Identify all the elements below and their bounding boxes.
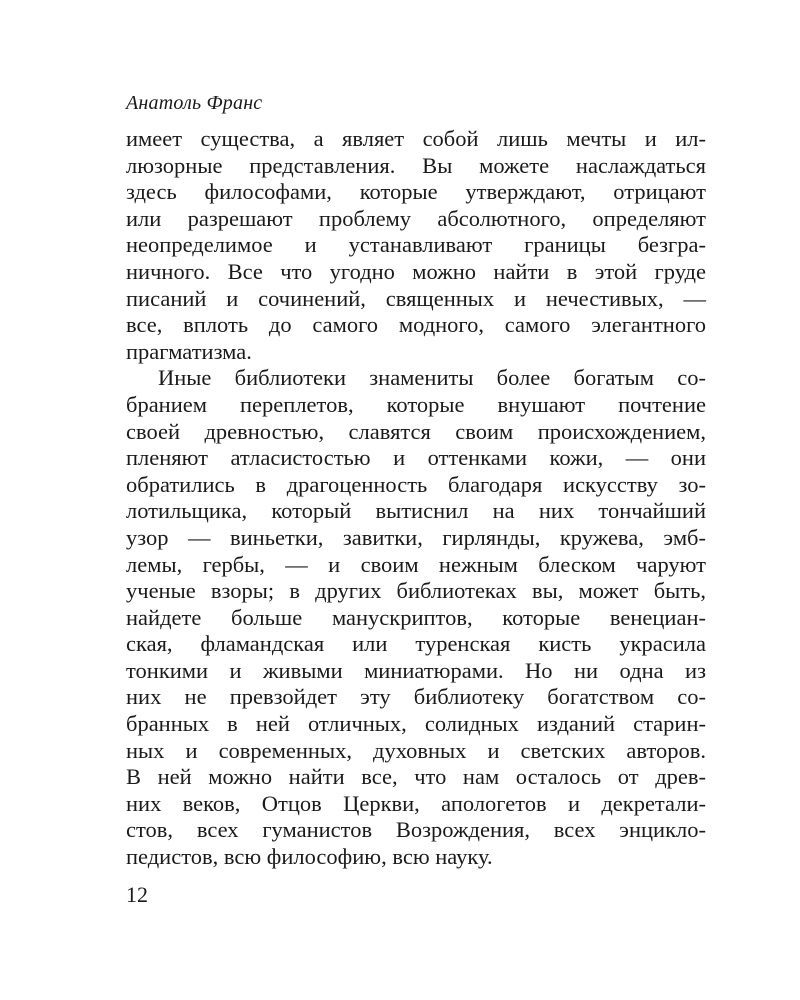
page-number: 12 [126,882,148,907]
text-line: ничного. Все что угодно можно найти в этой груде [126,258,706,284]
text-line: обратились в драгоценность благодаря искусству зо- [126,471,706,497]
text-line: них не превзойдет эту библиотеку богатством со- [126,684,706,710]
text-line: бранием переплетов, которые внушают почтение [126,391,706,417]
text-line: имеет существа, а являет собой лишь мечты и ил- [126,126,706,151]
text-line: неопределимое и устанавливают границы безгра- [126,232,706,258]
running-header-author: Анатоль Франс [126,92,263,114]
text-line: узор — виньетки, завитки, гирлянды, кружева, эмб- [126,524,706,550]
text-line: стов, всех гуманистов Возрождения, всех энцикло- [126,817,706,843]
text-line: бранных в ней отличных, солидных изданий старин- [126,711,706,737]
text-line: пленяют атласистостью и оттенками кожи, — они [126,445,706,471]
text-line: них веков, Отцов Церкви, апологетов и декретали- [126,790,706,816]
text-line: лотильщика, который вытиснил на них тончайший [126,498,706,524]
paragraph [126,365,706,870]
text-line: прагматизма. [126,338,252,364]
text-line: ская, фламандская или туренская кисть украсила [126,631,706,657]
text-line: люзорные представления. Вы можете наслаждаться [126,152,706,178]
text-line: В ней можно найти все, что нам осталось от древ- [126,764,706,790]
text-line: тонкими и живыми миниатюрами. Но ни одна из [126,657,706,683]
text-line: писаний и сочинений, священных и нечестивых, — [126,285,706,311]
text-line: Иные библиотеки знамениты более богатым со- [158,365,706,391]
text-line: или разрешают проблему абсолютного, определяют [126,205,706,231]
text-line: лемы, гербы, — и своим нежным блеском чаруют [126,551,706,577]
text-line: ных и современных, духовных и светских авторов. [126,737,706,763]
text-line: все, вплоть до самого модного, самого элегантного [126,312,706,338]
text-line: своей древностью, славятся своим происхождением, [126,418,706,444]
text-line: ученые взоры; в других библиотеках вы, может быть, [126,578,706,604]
text-line: здесь философами, которые утверждают, отрицают [126,179,706,205]
text-line: найдете больше манускриптов, которые венециан- [126,604,706,630]
body-text [126,126,706,871]
text-line: педистов, всю философию, всю науку. [126,844,493,870]
paragraph [126,126,706,365]
